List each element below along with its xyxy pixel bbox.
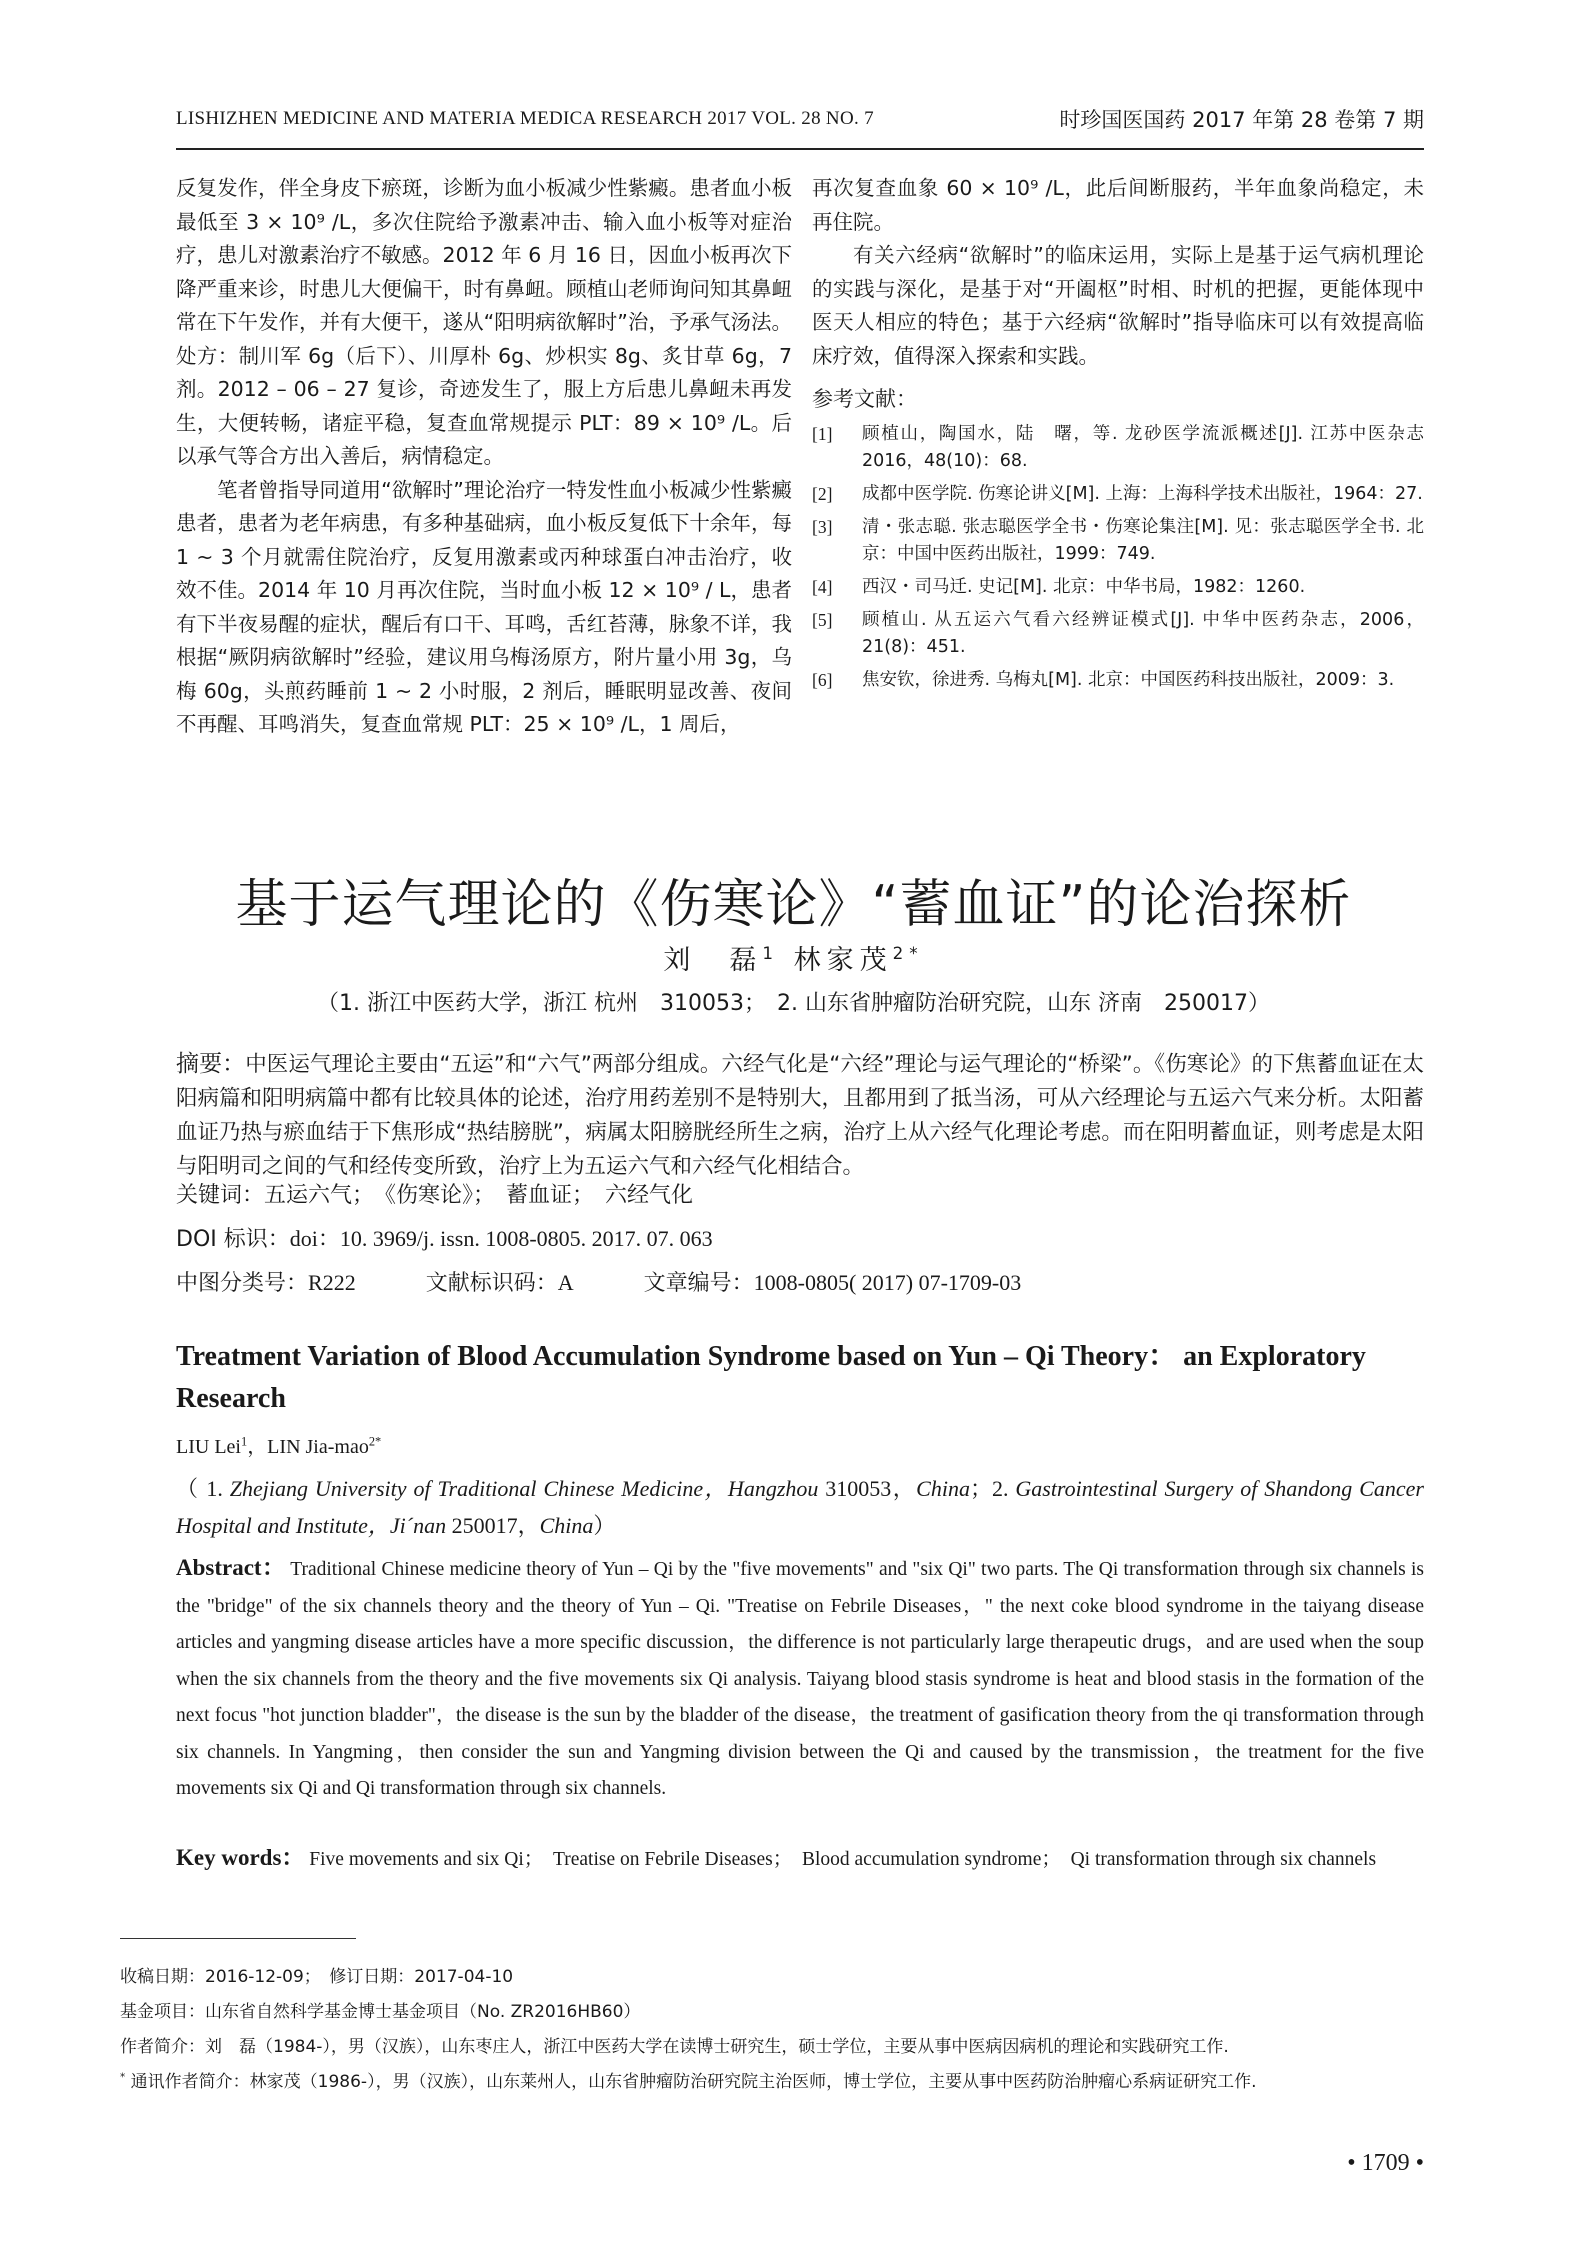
keywords-cn-text: 五运六气； 《伤寒论》； 蓄血证； 六经气化 <box>264 1183 694 1208</box>
reference-item <box>812 574 1424 601</box>
affiliations-en <box>176 1470 1424 1544</box>
affil-en-country-2: China <box>539 1513 594 1538</box>
article-title-cn: 基于运气理论的《伤寒论》“蓄血证”的论治探析 <box>235 875 1352 935</box>
prev-article-right-column <box>812 172 1424 700</box>
page-number: • 1709 • <box>1347 2150 1424 2176</box>
prev-article-left-column <box>176 172 792 742</box>
reference-text: 顾植山. 从五运六气看六经辨证模式[J]. 中华中医药杂志，2006，21(8)：451. <box>862 609 1424 657</box>
affil-en-institution-1: Zhejiang University of Traditional Chinese Medicine，Hangzhou <box>229 1476 819 1501</box>
author-2-en: ，LIN Jia-mao <box>247 1436 369 1458</box>
doccode-value: A <box>557 1270 574 1295</box>
reference-number: [1] <box>812 423 833 444</box>
author-1-en-sup: 1 <box>240 1434 248 1449</box>
reference-number: [5] <box>812 609 833 630</box>
affiliations-cn: （1. 浙江中医药大学，浙江 杭州 310053； 2. 山东省肿瘤防治研究院，山东 济南 250017） <box>317 991 1270 1016</box>
reference-item <box>812 421 1424 475</box>
reference-item <box>812 514 1424 568</box>
footnote-fund: 基金项目：山东省自然科学基金博士基金项目（No. ZR2016HB60） <box>120 2002 641 2022</box>
reference-text: 成都中医学院. 伤寒论讲义[M]. 上海：上海科学技术出版社，1964：27. <box>862 483 1423 504</box>
reference-text: 清・张志聪. 张志聪医学全书・伤寒论集注[M]. 见：张志聪医学全书. 北京：中国中医药出版社，1999：749. <box>862 516 1424 564</box>
abstract-cn <box>176 1047 1424 1184</box>
abstract-cn-label: 摘要： <box>176 1051 246 1077</box>
affil-en-close: ） <box>593 1513 616 1538</box>
author-2-cn: 林家茂 <box>793 945 893 976</box>
affil-en-zip-1: 310053， <box>818 1476 917 1501</box>
reference-number: [6] <box>812 669 833 690</box>
author-1-cn: 刘 磊 <box>663 945 763 976</box>
reference-number: [2] <box>812 483 833 504</box>
reference-text: 西汉・司马迁. 史记[M]. 北京：中华书局，1982：1260. <box>862 576 1306 597</box>
keywords-en <box>176 1840 1424 1879</box>
keywords-en-text: Five movements and six Qi； Treatise on Febrile Diseases； Blood accumulation syndrome； Qi transformation through six channels <box>309 1849 1377 1870</box>
affil-en-open: （ 1. <box>176 1476 230 1501</box>
reference-text: 顾植山，陶国水，陆 曙，等. 龙砂医学流派概述[J]. 江苏中医杂志 2016，48(10)：68. <box>862 423 1424 471</box>
reference-number: [4] <box>812 576 833 597</box>
journal-header-en: LISHIZHEN MEDICINE AND MATERIA MEDICA RESEARCH 2017 VOL. 28 NO. 7 <box>176 108 874 129</box>
keywords-en-label: Key words： <box>176 1845 305 1870</box>
footnote-dates: 收稿日期：2016-12-09； 修订日期：2017-04-10 <box>120 1967 514 1987</box>
header-rule <box>176 148 1424 150</box>
footnote-rule <box>120 1938 356 1939</box>
prev-paragraph-2: 笔者曾指导同道用“欲解时”理论治疗一特发性血小板减少性紫癜患者，患者为老年病患，有多种基础病，血小板反复低下十余年，每 1 ~ 3 个月就需住院治疗，反复用激素或丙种球蛋白冲击治疗，收效不佳。2014 年 10 月再次住院，当时血小板 12 × 10⁹ / L，患者有下半夜易醒的症状，醒后有口干、耳鸣，舌红苔薄，脉象不详，我根据“厥阴病欲解时”经验，建议用乌梅汤原方，附片量小用 3g，乌梅 60g，头煎药睡前 1 ~ 2 小时服，2 剂后，睡眠明显改善、夜间不再醒、耳鸣消失，复查血常规 PLT：25 × 10⁹ /L，1 周后， <box>176 477 792 736</box>
clc-value: R222 <box>308 1270 356 1295</box>
keywords-cn-label: 关键词： <box>176 1183 265 1208</box>
footnotes <box>120 1960 1424 2100</box>
article-title-en: Treatment Variation of Blood Accumulation Syndrome based on Yun – Qi Theory： an Exploratory Research <box>176 1341 1366 1414</box>
reference-text: 焦安钦，徐进秀. 乌梅丸[M]. 北京：中国医药科技出版社，2009：3. <box>862 669 1395 690</box>
journal-header-cn: 时珍国医国药 2017 年第 28 卷第 7 期 <box>1059 108 1424 132</box>
references-title: 参考文献： <box>812 387 917 411</box>
prev-paragraph-1: 反复发作，伴全身皮下瘀斑，诊断为血小板减少性紫癜。患者血小板最低至 3 × 10⁹ /L，多次住院给予激素冲击、输入血小板等对症治疗，患儿对激素治疗不敏感。2012 年 6 月 16 日，因血小板再次下降严重来诊，时患儿大便偏干，时有鼻衄。顾植山老师询问知其鼻衄常在下午发作，并有大便干，遂从“阳明病欲解时”治，予承气汤法。处方：制川军 6g（后下）、川厚朴 6g、炒枳实 8g、炙甘草 6g，7 剂。2012 – 06 – 27 复诊，奇迹发生了，服上方后患儿鼻衄未再发生，大便转畅，诸症平稳，复查血常规提示 PLT：89 × 10⁹ /L。后以承气等合方出入善后，病情稳定。 <box>176 176 792 468</box>
article-number-value: 1008-0805( 2017) 07-1709-03 <box>753 1270 1022 1295</box>
authors-en <box>176 1430 381 1459</box>
prev-paragraph-3: 再次复查血象 60 × 10⁹ /L，此后间断服药，半年血象尚稳定，未再住院。 <box>812 176 1424 234</box>
author-1-en: LIU Lei <box>176 1436 241 1458</box>
affil-en-zip-2: 250017， <box>446 1513 540 1538</box>
author-2-en-sup: 2* <box>368 1434 382 1449</box>
footnote-author: 作者简介：刘 磊（1984-），男（汉族），山东枣庄人，浙江中医药大学在读博士研究生，硕士学位，主要从事中医病因病机的理论和实践研究工作. <box>120 2037 1229 2057</box>
authors-cn <box>120 938 1467 977</box>
corresponding-mark: * <box>120 2071 126 2084</box>
prev-paragraph-4: 有关六经病“欲解时”的临床运用，实际上是基于运气病机理论的实践与深化，是基于对“开阖枢”时相、时机的把握，更能体现中医天人相应的特色；基于六经病“欲解时”指导临床可以有效提高临床疗效，值得深入探索和实践。 <box>812 243 1424 368</box>
reference-list <box>812 421 1424 694</box>
affil-en-separator: ；2. <box>969 1476 1016 1501</box>
reference-item <box>812 481 1424 508</box>
clc-label: 中图分类号： <box>176 1271 309 1296</box>
doi-value: doi：10. 3969/j. issn. 1008-0805. 2017. 07. 063 <box>289 1226 713 1251</box>
doccode-label: 文献标识码： <box>425 1271 558 1296</box>
doi-label: DOI 标识： <box>176 1227 290 1252</box>
author-2-sup: 2* <box>892 943 924 963</box>
keywords-cn <box>176 1178 1424 1209</box>
abstract-en-text: Traditional Chinese medicine theory of Yun – Qi by the "five movements" and "six Qi" two parts. The Qi transformation through six channels is the "bridge" of the six channels theory and the theory of Yun – Qi. "Treatise on Febrile Diseases，" the next coke blood syndrome in the taiyang disease articles and yangming disease articles have a more specific discussion，the difference is not particularly large therapeutic drugs，and are used when the soup when the six channels from the theory and the five movements six Qi analysis. Taiyang blood stasis syndrome is heat and blood stasis in the formation of the next focus "hot junction bladder"，the disease is the sun by the bladder of the disease，the treatment of gasification theory from the qi transformation through six channels. In Yangming，then consider the sun and Yangming division between the Qi and caused by the transmission，the treatment for the five movements six Qi and Qi transformation through six channels. <box>176 1559 1424 1799</box>
classification-line <box>176 1266 1424 1297</box>
doi-line <box>176 1222 1424 1253</box>
abstract-cn-text: 中医运气理论主要由“五运”和“六气”两部分组成。六经气化是“六经”理论与运气理论的“桥梁”。《伤寒论》的下焦蓄血证在太阳病篇和阳明病篇中都有比较具体的论述，治疗用药差别不是特别大，且都用到了抵当汤，可从六经理论与五运六气来分析。太阳蓄血证乃热与瘀血结于下焦形成“热结膀胱”，病属太阳膀胱经所生之病，治疗上从六经气化理论考虑。而在阳明蓄血证，则考虑是太阳与阳明司之间的气和经传变所致，治疗上为五运六气和六经气化相结合。 <box>176 1052 1424 1179</box>
reference-number: [3] <box>812 516 833 537</box>
abstract-en-label: Abstract： <box>176 1555 286 1580</box>
affil-en-country-1: China <box>916 1476 970 1501</box>
affil-en-institution-2: Gastrointestinal Surgery of Shandong Cancer Hospital and Institute，Ji´nan <box>176 1476 1424 1538</box>
abstract-en <box>176 1550 1424 1808</box>
footnote-corresponding-text: 通讯作者简介：林家茂（1986-），男（汉族），山东莱州人，山东省肿瘤防治研究院主治医师，博士学位，主要从事中医药防治肿瘤心系病证研究工作. <box>130 2072 1257 2092</box>
article-number-label: 文章编号： <box>643 1271 754 1296</box>
footnote-corresponding <box>120 2065 1424 2100</box>
reference-item <box>812 667 1424 694</box>
author-1-sup: 1 <box>762 943 780 963</box>
reference-item <box>812 607 1424 661</box>
